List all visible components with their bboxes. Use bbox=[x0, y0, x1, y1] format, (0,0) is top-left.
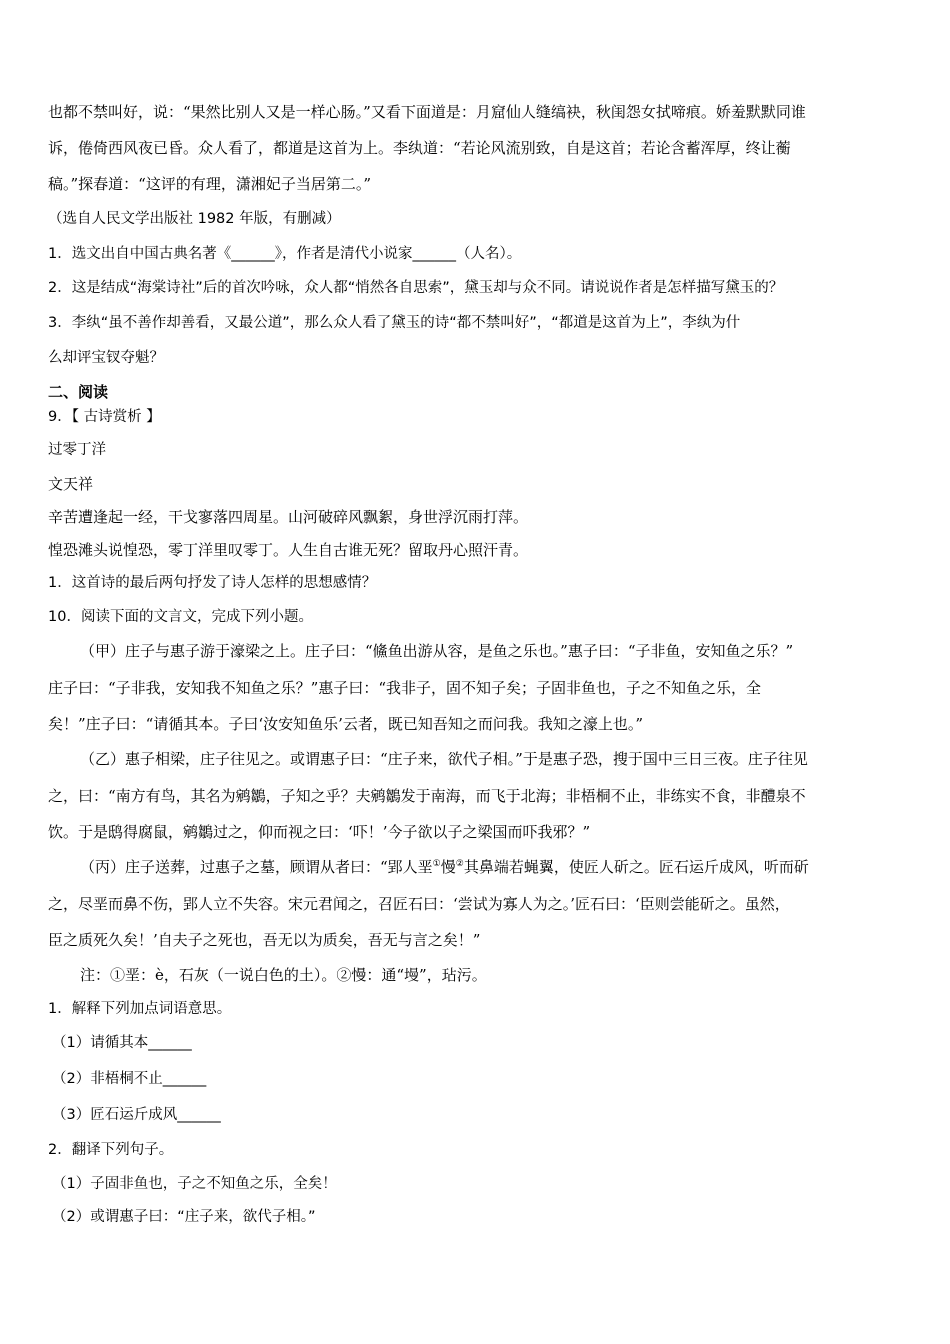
question-8-2: 2．这是结成“海棠诗社”后的首次吟咏，众人都“悄然各自思索”，黛玉却与众不同。请说说作者是怎样描写黛玉的？ bbox=[48, 280, 784, 296]
footnote-marker-2: ② bbox=[455, 859, 464, 869]
passage-line: 稿。”探春道：“这评的有理，潇湘妃子当居第二。” bbox=[48, 175, 372, 193]
question-10-2: 2．翻译下列句子。 bbox=[48, 1142, 174, 1158]
text-jia-line: 矣！”庄子曰：“请循其本。子曰‘汝安知鱼乐’云者，既已知吾知之而问我。我知之濠上也。” bbox=[48, 715, 644, 733]
text-bing-segment: 慢 bbox=[440, 858, 456, 876]
question-10-1: 1．解释下列加点词语意思。 bbox=[48, 1001, 232, 1017]
translation-item: （1）子固非鱼也，子之不知鱼之乐，全矣！ bbox=[52, 1176, 337, 1192]
text-bing-segment: 其鼻端若蝇翼，使匠人斫之。匠石运斤成风，听而斫 bbox=[463, 858, 809, 876]
question-9-1: 1．这首诗的最后两句抒发了诗人怎样的思想感情？ bbox=[48, 575, 377, 591]
translation-item: （2）或谓惠子曰：“庄子来，欲代子相。” bbox=[52, 1209, 316, 1225]
answer-item: （3）匠石运斤成风______ bbox=[52, 1107, 221, 1123]
passage-line: 也都不禁叫好，说：“果然比别人又是一样心肠。”又看下面道是：月窟仙人缝缟袂，秋闺怨女拭啼痕。娇羞默默同谁 bbox=[48, 103, 806, 121]
section-heading: 二、阅读 bbox=[48, 383, 109, 401]
footnote: 注：①垩：è，石灰（一说白色的土）。②慢：通“墁”，玷污。 bbox=[80, 966, 487, 984]
text-jia-line: （甲）庄子与惠子游于濠梁之上。庄子曰：“鯈鱼出游从容，是鱼之乐也。”惠子曰：“子非鱼，安知鱼之乐？” bbox=[80, 642, 794, 660]
poem-line: 辛苦遭逢起一经，干戈寥落四周星。山河破碎风飘絮，身世浮沉雨打萍。 bbox=[48, 508, 529, 526]
question-8-3: 3．李纨“虽不善作却善看，又最公道”，那么众人看了黛玉的诗“都不禁叫好”，“都道是这首为上”，李纨为什 bbox=[48, 315, 741, 331]
poem-title: 过零丁洋 bbox=[48, 442, 106, 458]
text-yi-line: （乙）惠子相梁，庄子往见之。或谓惠子曰：“庄子来，欲代子相。”于是惠子恐，搜于国中三日三夜。庄子往见 bbox=[80, 750, 808, 768]
question-8-3-cont: 么却评宝钗夺魁？ bbox=[48, 350, 164, 366]
text-yi-line: 之，曰：“南方有鸟，其名为鹓鶵，子知之乎？夫鹓鶵发于南海，而飞于北海；非梧桐不止，非练实不食，非醴泉不 bbox=[48, 787, 806, 805]
answer-item: （1）请循其本______ bbox=[52, 1035, 192, 1051]
text-yi-line: 饮。于是鸱得腐鼠，鹓鶵过之，仰而视之曰：‘吓！’今子欲以子之梁国而吓我邪？” bbox=[48, 823, 591, 841]
passage-line: 诉，倦倚西风夜已昏。众人看了，都道是这首为上。李纨道：“若论风流别致，自是这首；若论含蓄浑厚，终让蘅 bbox=[48, 139, 791, 157]
answer-item: （2）非梧桐不止______ bbox=[52, 1071, 207, 1087]
question-10-intro: 10．阅读下面的文言文，完成下列小题。 bbox=[48, 609, 313, 625]
text-bing-line: 臣之质死久矣！’自夫子之死也，吾无以为质矣，吾无与言之矣！” bbox=[48, 931, 481, 949]
text-bing-segment: （丙）庄子送葬，过惠子之墓，顾谓从者曰：“郢人垩 bbox=[80, 858, 433, 876]
footnote-marker-1: ① bbox=[432, 859, 441, 869]
text-jia-line: 庄子曰：“子非我，安知我不知鱼之乐？”惠子曰：“我非子，固不知子矣；子固非鱼也，子之不知鱼之乐，全 bbox=[48, 679, 762, 697]
question-9-label: 9．【 古诗赏析 】 bbox=[48, 409, 161, 425]
poem-author: 文天祥 bbox=[48, 475, 94, 493]
text-bing-line bbox=[80, 857, 809, 877]
question-8-1: 1．选文出自中国古典名著《______》，作者是清代小说家______（人名）。 bbox=[48, 246, 522, 262]
source-note: （选自人民文学出版社 1982 年版，有删减） bbox=[48, 211, 341, 227]
text-bing-line: 之，尽垩而鼻不伤，郢人立不失容。宋元君闻之，召匠石曰：‘尝试为寡人为之。’匠石曰：‘臣则尝能斫之。虽然， bbox=[48, 895, 790, 913]
poem-line: 惶恐滩头说惶恐，零丁洋里叹零丁。人生自古谁无死？留取丹心照汗青。 bbox=[48, 541, 529, 559]
